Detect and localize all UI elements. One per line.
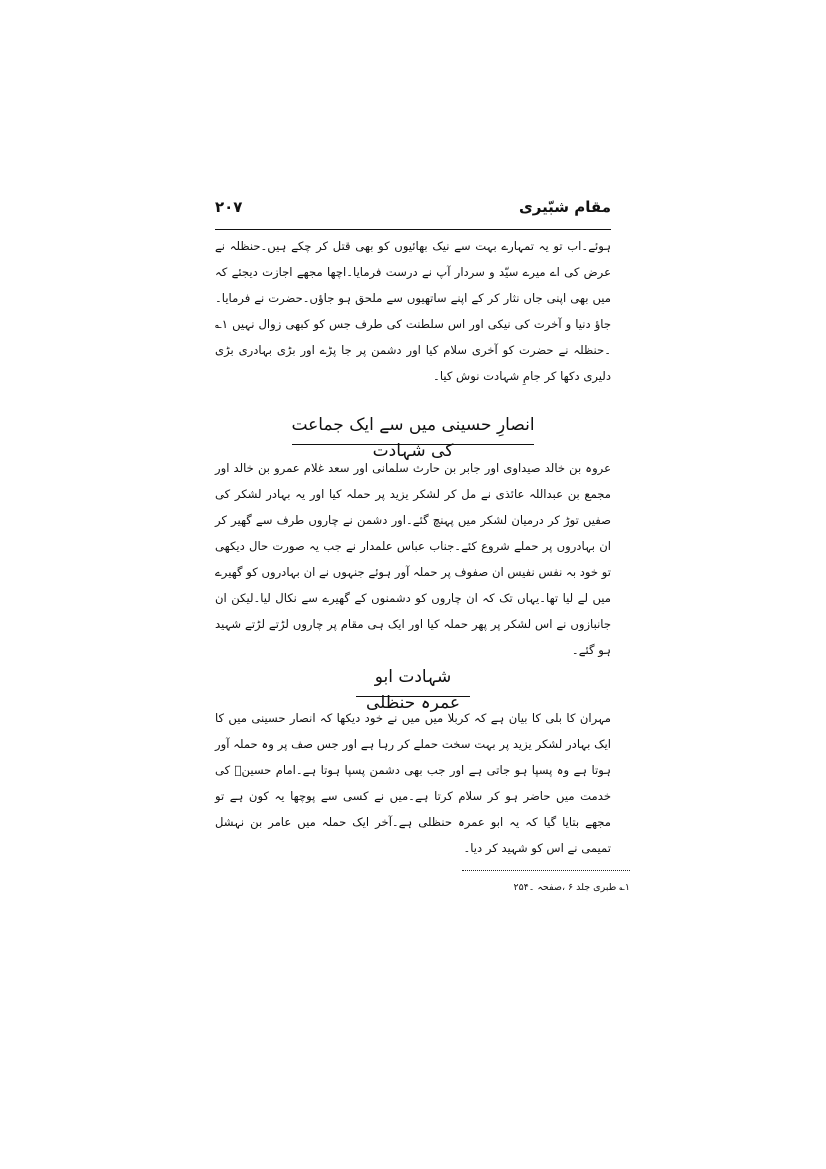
heading-underline — [356, 696, 470, 697]
paragraph-hanzala: ہوئے۔اب تو یہ تمہارے بہت سے نیک بھائیوں کو بھی قتل کر چکے ہیں۔حنظلہ نے عرض کی اے میرے سیّد و سردار آپ نے درست فرمایا۔اچھا مجھے اجازت دیجئے کہ میں بھی اپنی جاں نثار کر کے اپنے ساتھیوں سے ملحق ہو جاؤں۔حضرت نے فرمایا۔جاؤ دنیا و آخرت کی نیکی اور اس سلطنت کی طرف جس کو کبھی زوال نہیں ۱؎ ۔حنظلہ نے حضرت کو آخری سلام کیا اور دشمن پر جا پڑے اور بڑی بہادری بڑی دلیری دکھا کر جامِ شہادت نوش کیا۔ — [215, 239, 611, 383]
footnote: ۱؎ طبری جلد ۶ ،صفحہ ۔۲۵۴ — [513, 882, 630, 893]
page-header — [215, 198, 611, 226]
footnote-separator — [462, 870, 630, 871]
page-number: ۲۰۷ — [215, 198, 243, 216]
section-heading-ansar: انصارِ حسینی میں سے ایک جماعت کی شہادت — [291, 415, 535, 461]
header-rule — [215, 229, 611, 230]
section-heading-abu-amra: شہادت ابو عمرہ حنظلی — [365, 667, 461, 713]
heading-underline — [292, 444, 534, 445]
paragraph-abu-amra: مہران کا بلی کا بیان ہے کہ کربلا میں میں نے خود دیکھا کہ انصار حسینی میں کا ایک بہادر لشکر یزید پر بہت سخت حملے کر رہا ہے اور جس صف پر وہ حملہ آور ہوتا ہے وہ پسپا ہو جاتی ہے اور جب بھی دشمن پسپا ہوتا ہے۔امام حسینؑ کی خدمت میں حاضر ہو کر سلام کرتا ہے۔میں نے کسی سے پوچھا یہ کون ہے تو مجھے بتایا گیا کہ یہ ابو عمرہ حنظلی ہے۔آخر ایک حملہ میں عامر بن نہشل تمیمی نے اس کو شہید کر دیا۔ — [215, 711, 611, 855]
paragraph-ansar: عروہ بن خالد صیداوی اور جابر بن حارث سلمانی اور سعد غلام عمرو بن خالد اور مجمع بن عبداللہ عائذی نے مل کر لشکر یزید پر حملہ کیا اور یہ بہادر لشکر کی صفیں توڑ کر درمیان لشکر میں پہنچ گئے۔اور دشمن نے چاروں طرف سے گھیر کر ان بہادروں پر حملے شروع کئے۔جناب عباس علمدار نے جب یہ صورت حال دیکھی تو خود بہ نفس نفیس ان صفوف پر حملہ آور ہوئے جنہوں نے ان بہادروں کو گھیرے میں لے لیا تھا۔یہاں تک کہ ان چاروں کو دشمنوں کے گھیرے سے نکال لیا۔لیکن ان جانبازوں نے اس لشکر پر پھر حملہ کیا اور ایک ہی مقام پر چاروں لڑتے لڑتے شہید ہو گئے۔ — [215, 461, 611, 657]
running-title: مقام شبّیری — [518, 198, 611, 216]
